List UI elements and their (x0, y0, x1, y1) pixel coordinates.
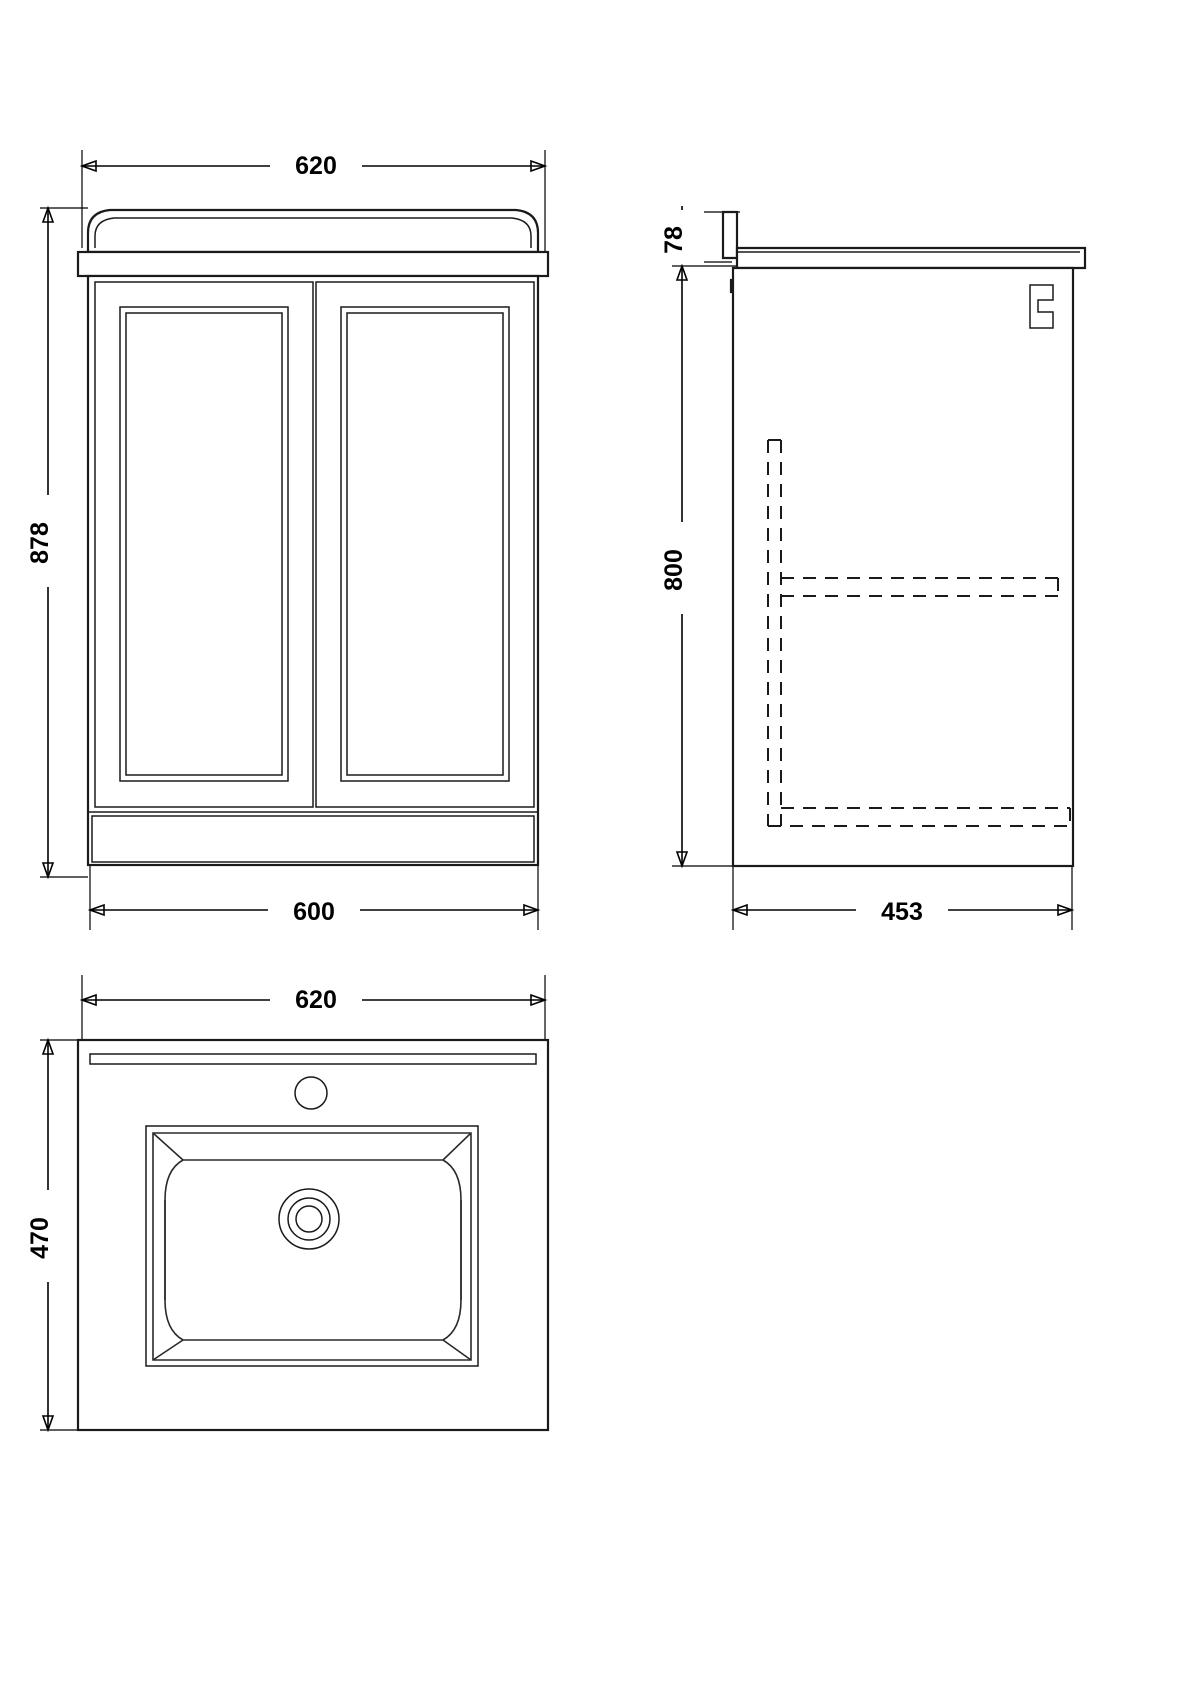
front-elevation-view (26, 146, 548, 930)
plan-depth-dim-label: 470 (26, 1217, 54, 1259)
side-cabinet-height-dim-label: 800 (660, 549, 688, 591)
side-basin-height-dim-label: 78 (660, 226, 688, 254)
front-bottom-dim-label: 600 (293, 898, 335, 926)
front-worktop (78, 252, 548, 276)
side-cabinet-body (733, 268, 1073, 866)
plan-width-dim-label: 620 (295, 986, 337, 1014)
side-depth-dim-label: 453 (881, 898, 923, 926)
front-height-dim-label: 878 (26, 522, 54, 564)
front-top-dim-label: 620 (295, 152, 337, 180)
side-elevation-view (660, 206, 1085, 930)
front-basin-outline (88, 210, 538, 252)
plan-view (26, 975, 548, 1430)
side-basin-slab (737, 248, 1085, 268)
side-basin-upstand (723, 212, 737, 258)
